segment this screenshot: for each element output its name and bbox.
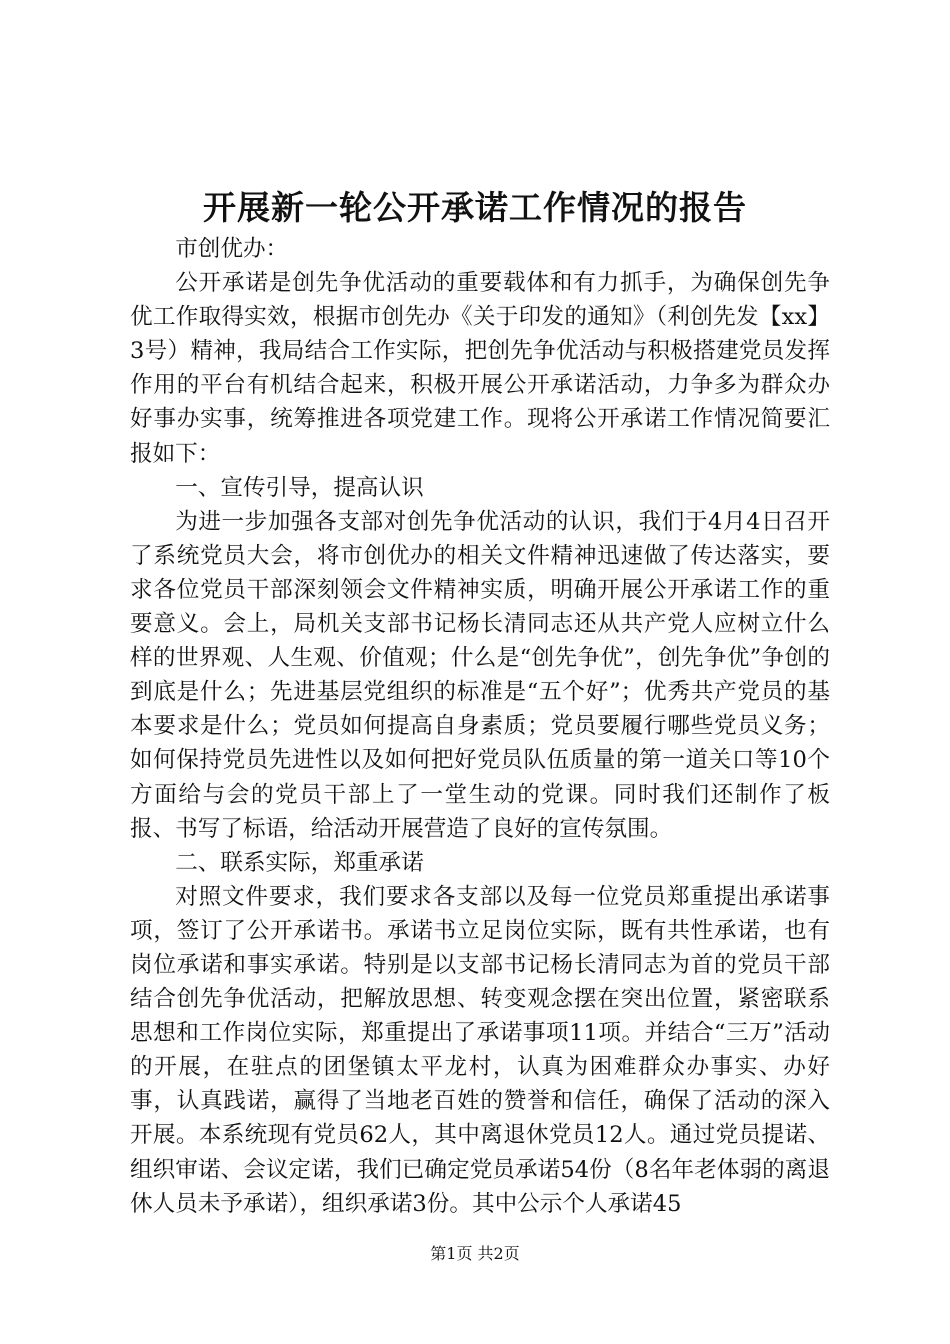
page-footer [0, 1243, 950, 1265]
paragraph-section-2: 对照文件要求，我们要求各支部以及每一位党员郑重提出承诺事项，签订了公开承诺书。承诺书立足岗位实际，既有共性承诺，也有岗位承诺和事实承诺。特别是以支部书记杨长清同志为首的党员干部结合创先争优活动，把解放思想、转变观念摆在突出位置，紧密联系思想和工作岗位实际，郑重提出了承诺事项11项。并结合“三万”活动的开展，在驻点的团堡镇太平龙村，认真为困难群众办事实、办好事，认真践诺，赢得了当地老百姓的赞誉和信任，确保了活动的深入开展。本系统现有党员62人，其中离退休党员12人。通过党员提诺、组织审诺、会议定诺，我们已确定党员承诺54份（8名年老体弱的离退休人员未予承诺），组织承诺3份。其中公示个人承诺45 [130, 883, 830, 1217]
salutation: 市创优办： [175, 236, 289, 262]
section-heading-2: 二、联系实际，郑重承诺 [175, 849, 424, 876]
paragraph-intro: 公开承诺是创先争优活动的重要载体和有力抓手，为确保创先争优工作取得实效，根据市创先办《关于印发的通知》（利创先发【xx】3号）精神，我局结合工作实际，把创先争优活动与积极搭建党员发挥作用的平台有机结合起来，积极开展公开承诺活动，力争多为群众办好事办实事，统筹推进各项党建工作。现将公开承诺工作情况简要汇报如下： [130, 270, 830, 467]
page-number: 第1页 共2页 [430, 1244, 520, 1263]
paragraph-section-1: 为进一步加强各支部对创先争优活动的认识，我们于4月4日召开了系统党员大会，将市创优办的相关文件精神迅速做了传达落实，要求各位党员干部深刻领会文件精神实质，明确开展公开承诺工作的重要意义。会上，局机关支部书记杨长清同志还从共产党人应树立什么样的世界观、人生观、价值观；什么是“创先争优”，创先争优”争创的到底是什么；先进基层党组织的标准是“五个好”；优秀共产党员的基本要求是什么；党员如何提高自身素质；党员要履行哪些党员义务；如何保持党员先进性以及如何把好党员队伍质量的第一道关口等10个方面给与会的党员干部上了一堂生动的党课。同时我们还制作了板报、书写了标语，给活动开展营造了良好的宣传氛围。 [130, 508, 830, 842]
document-title: 开展新一轮公开承诺工作情况的报告 [203, 188, 747, 227]
section-heading-1: 一、宣传引导，提高认识 [175, 474, 424, 501]
document-body [130, 232, 830, 1221]
